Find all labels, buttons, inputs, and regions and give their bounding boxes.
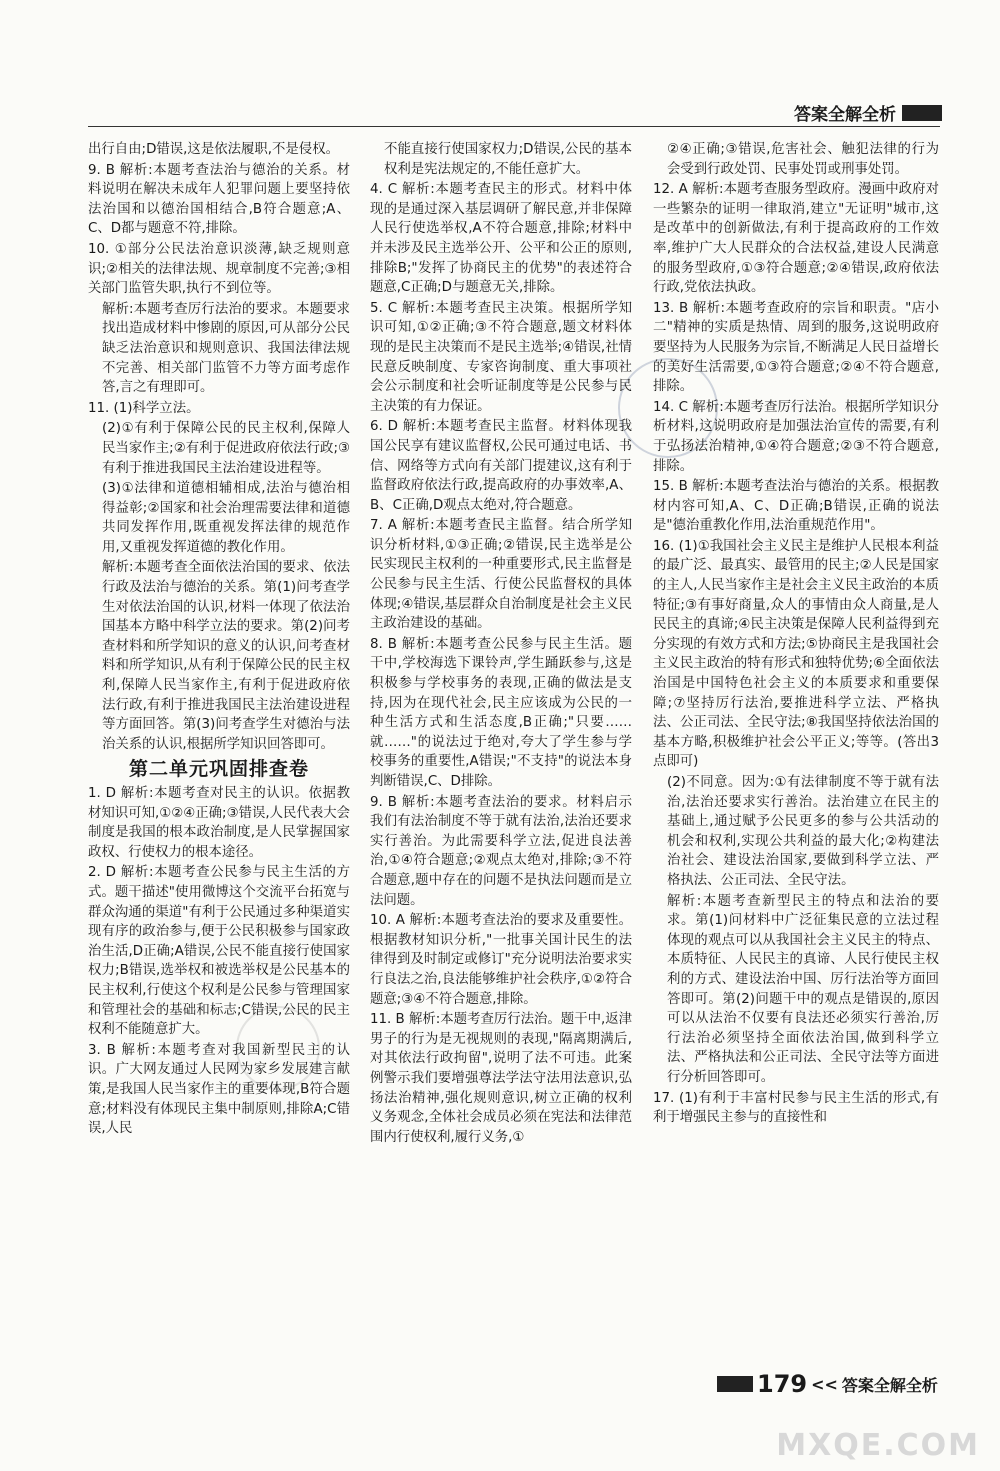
header-bar <box>902 105 942 121</box>
answer-paragraph: (2)①有利于保障公民的民主权利,保障人民当家作主;②有利于促进政府依法行政;③有利于推进我国民主法治建设进程等。 <box>102 421 350 476</box>
page-number: 179 <box>757 1370 808 1398</box>
analysis-paragraph: 解析:本题考查全面依法治国的要求、依法行政及法治与德治的关系。第(1)问考查学生对依法治国的认识,材料一体现了依法治国基本方略中科学立法的要求。第(2)问考查材料和所学知识的意义的认识,问考查材料和所学知识,从有利于保障公民的民主权利,保障人民当家作主,有利于促进政府依法行政,有利于推进我国民主法治建设进程等方面回答。第(3)问考查学生对德治与法治关系的认识,根据所学知识回答即可。 <box>102 560 350 752</box>
answer-paragraph: 4. C 解析:本题考查民主的形式。材料中体现的是通过深入基层调研了解民意,并非保障人民行使选举权,A不符合题意,排除;材料中并未涉及民主选举公开、公平和公正的原则,排除B;"发挥了协商民主的优势"的表述符合题意,C正确;D与题意无关,排除。 <box>370 182 632 296</box>
footer-arrow: << <box>811 1374 838 1394</box>
answer-paragraph: 9. B 解析:本题考查法治与德治的关系。材料说明在解决未成年人犯罪问题上要坚持依法治国和以德治国相结合,B符合题意;A、C、D都与题意不符,排除。 <box>88 162 350 237</box>
answer-paragraph: 10. A 解析:本题考查法治的要求及重要性。根据教材知识分析,"一批事关国计民生的法律得到及时制定或修订"充分说明法治要求实行良法之治,良法能够维护社会秩序,①②符合题意;③④不符合题意,排除。 <box>370 913 632 1007</box>
answer-paragraph: 5. C 解析:本题考查民主决策。根据所学知识可知,①②正确;③不符合题意,题文材料体现的是民主决策而不是民主选举;④错误,社情民意反映制度、专家咨询制度、重大事项社会公示制度和社会听证制度等是公民参与民主决策的有力保证。 <box>370 300 632 414</box>
footer-bar <box>717 1376 753 1392</box>
page-footer <box>717 1370 938 1398</box>
unit-title: 第二单元巩固排查卷 <box>128 758 309 781</box>
analysis-paragraph: 解析:本题考查新型民主的特点和法治的要求。第(1)问材料中广泛征集民意的立法过程体现的观点可以从我国社会主义民主的特点、本质特征、人民民主的真谛、人民行使民主权利的方式、建设法治中国、厉行法治等方面回答即可。第(2)问题干中的观点是错误的,原因可以从法治不仅要有良法还必须实行善治,厉行法治必须坚持全面依法治国,做到科学立法、严格执法和公正司法、全民守法等方面进行分析回答即可。 <box>667 893 939 1085</box>
column-left <box>88 140 350 1140</box>
answer-paragraph: 11. B 解析:本题考查厉行法治。题干中,返津男子的行为是无视规则的表现,"隔离期满后,对其依法行政拘留",说明了法不可违。此案例警示我们要增强尊法学法守法用法意识,弘扬法治精神,强化规则意识,树立正确的权利义务观念,全体社会成员必须在宪法和法律范围内行使权利,履行义务,① <box>370 1012 633 1145</box>
site-watermark: MXQE.COM <box>776 1428 980 1463</box>
answer-paragraph: (2)不同意。因为:①有法律制度不等于就有法治,法治还要求实行善治。法治建立在民主的基础上,通过赋予公民更多的参与公共活动的机会和权利,实现公共利益的最大化;②构建法治社会、建设法治国家,要做到科学立法、严格执法、公正司法、全民守法。 <box>667 775 939 888</box>
answer-paragraph: 7. A 解析:本题考查民主监督。结合所学知识分析材料,①③正确;②错误,民主选举是公民实现民主权利的一种重要形式,民主监督是公民参与民主生活、行使公民监督权的具体体现;④错误,基层群众自治制度是社会主义民主政治建设的基础。 <box>370 518 632 632</box>
page-header <box>794 100 942 125</box>
answer-paragraph: 8. B 解析:本题考查公民参与民主生活。题干中,学校海选下课铃声,学生踊跃参与,这是积极参与学校事务的表现,正确的做法是支持,因为在现代社会,民主应该成为公民的一种生活方式和生活态度,B正确;"只要……就……"的说法过于绝对,夸大了学生参与学校事务的重要性,A错误;"不支持"的说法本身判断错误,C、D排除。 <box>370 636 632 789</box>
answer-paragraph: 12. A 解析:本题考查服务型政府。漫画中政府对一些繁杂的证明一律取消,建立"无证明"城市,这是改革中的创新做法,有利于提高政府的工作效率,维护广大人民群众的合法权益,建设人民满意的服务型政府,①③符合题意;②④错误,政府依法行政,党依法执政。 <box>653 182 939 296</box>
header-title: 答案全解全析 <box>794 105 896 125</box>
answer-paragraph: 16. (1)①我国社会主义民主是维护人民根本利益的最广泛、最真实、最管用的民主;②人民是国家的主人,人民当家作主是社会主义民主政治的本质特征;③有事好商量,众人的事情由众人商量,是人民民主的真谛;④民主决策是保障人民利益得到充分实现的有效方式和方法;⑤协商民主是我国社会主义民主政治的特有形式和独特优势;⑥全面依法治国是中国特色社会主义的本质要求和重要保障;⑦坚持厉行法治,要推进科学立法、严格执法、公正司法、全民守法;⑧我国坚持依法治国的基本方略,积极维护社会公平正义;等等。(答出3点即可) <box>653 538 939 770</box>
answer-paragraph: 2. D 解析:本题考查公民参与民主生活的方式。题干描述"使用微博这个交流平台拓宽与群众沟通的渠道"有利于公民通过多种渠道实现有序的政治参与,便于公民积极参与国家政治生活,D正确;A错误,公民不能直接行使国家权力;B错误,选举权和被选举权是公民基本的民主权利,行使这个权利是公民参与管理国家和管理社会的基础和标志;C错误,公民的民主权利不能随意扩大。 <box>88 865 350 1038</box>
answer-paragraph: (3)①法律和道德相辅相成,法治与德治相得益彰;②国家和社会治理需要法律和道德共同发挥作用,既重视发挥法律的规范作用,又重视发挥道德的教化作用。 <box>102 481 350 555</box>
column-middle <box>370 140 632 1148</box>
answer-paragraph: 17. (1)有利于丰富村民参与民主生活的形式,有利于增强民主参与的直接性和 <box>653 1090 939 1126</box>
header-rule <box>88 126 940 127</box>
answer-paragraph: 不能直接行使国家权力;D错误,公民的基本权利是宪法规定的,不能任意扩大。 <box>384 142 632 177</box>
answer-paragraph: 11. (1)科学立法。 <box>88 400 200 416</box>
answer-paragraph: 13. B 解析:本题考查政府的宗旨和职责。"店小二"精神的实质是热情、周到的服务,这说明政府要坚持为人民服务为宗旨,不断满足人民日益增长的美好生活需要,①③符合题意;②④不符合题意,排除。 <box>653 300 939 395</box>
footer-title: 答案全解全析 <box>841 1375 938 1395</box>
answer-paragraph: 出行自由;D错误,这是依法履职,不是侵权。 <box>88 142 339 157</box>
answer-paragraph: 15. B 解析:本题考查法治与德治的关系。根据教材内容可知,A、C、D正确;B错误,正确的说法是"德治重教化作用,法治重规范作用"。 <box>653 479 939 534</box>
analysis-paragraph: 解析:本题考查厉行法治的要求。本题要求找出造成材料中惨剧的原因,可从部分公民缺乏法治意识和规则意识、我国法律法规不完善、相关部门监管不力等方面考虑作答,言之有理即可。 <box>102 301 350 396</box>
answer-paragraph: 1. D 解析:本题考查对民主的认识。依据教材知识可知,①②④正确;③错误,人民代表大会制度是我国的根本政治制度,是人民掌握国家政权、行使权力的根本途径。 <box>88 786 350 860</box>
column-right <box>653 140 939 1129</box>
answer-paragraph: 9. B 解析:本题考查法治的要求。材料启示我们有法治制度不等于就有法治,法治还要求实行善治。为此需要科学立法,促进良法善治,①④符合题意;②观点太绝对,排除;③不符合题意,题中存在的问题不是执法问题而是立法问题。 <box>370 794 632 908</box>
answer-paragraph: 6. D 解析:本题考查民主监督。材料体现我国公民享有建议监督权,公民可通过电话、书信、网络等方式向有关部门提建议,这有利于监督政府依法行政,提高政府的办事效率,A、B、C正确,D观点太绝对,符合题意。 <box>370 419 632 513</box>
answer-paragraph: 14. C 解析:本题考查厉行法治。根据所学知识分析材料,这说明政府是加强法治宣传的需要,有利于弘扬法治精神,①④符合题意;②③不符合题意,排除。 <box>653 399 939 474</box>
answer-paragraph: 10. ①部分公民法治意识淡薄,缺乏规则意识;②相关的法律法规、规章制度不完善;③相关部门监管失职,执行不到位等。 <box>88 241 350 297</box>
answer-paragraph: ②④正确;③错误,危害社会、触犯法律的行为会受到行政处罚、民事处罚或刑事处罚。 <box>667 142 939 177</box>
answer-paragraph: 3. B 解析:本题考查对我国新型民主的认识。广大网友通过人民网为家乡发展建言献策,是我国人民当家作主的重要体现,B符合题意;材料没有体现民主集中制原则,排除A;C错误,人民 <box>88 1042 350 1137</box>
